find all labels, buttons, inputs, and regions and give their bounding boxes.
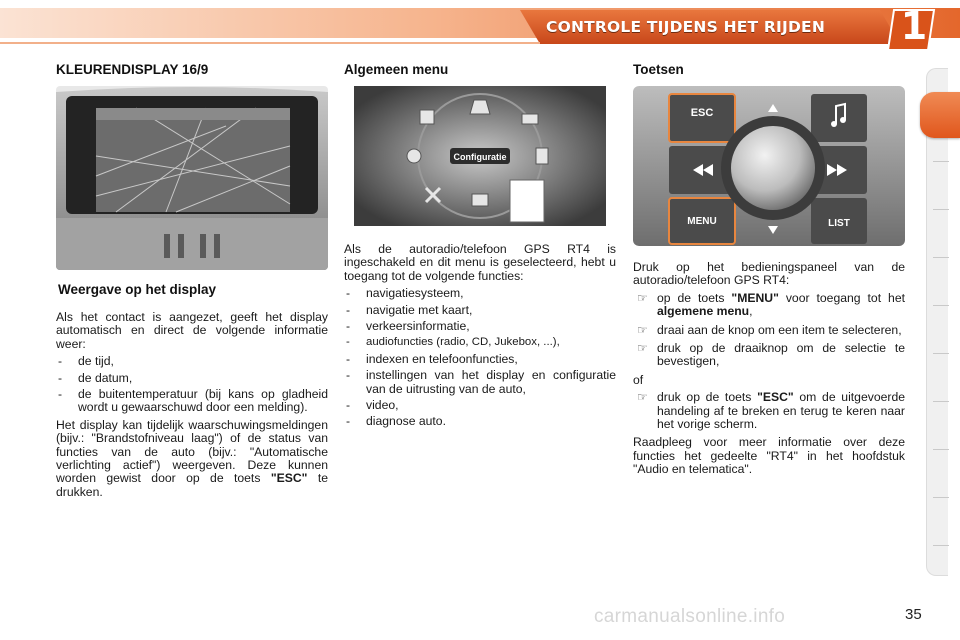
column-display: [56, 60, 328, 503]
tab-divider: [933, 353, 949, 354]
list-item: - indexen en telefoonfuncties,: [344, 353, 616, 366]
menu-photo: [354, 86, 606, 226]
pointing-hand-icon: ☞: [637, 322, 648, 337]
list-item: ☞ draai aan de knop om een item te selecteren,: [637, 322, 902, 337]
tab-divider: [933, 449, 949, 450]
keypad-photo: [633, 86, 905, 246]
menu-function-list: [344, 287, 616, 429]
tab-divider: [933, 209, 949, 210]
list-item: - diagnose auto.: [344, 415, 616, 428]
list-item: - de datum,: [56, 372, 328, 385]
tab-divider: [933, 401, 949, 402]
list-item: - verkeersinformatie,: [344, 320, 616, 333]
list-item: - instellingen van het display en configuratie van de uitrusting van de auto,: [344, 369, 616, 396]
display-outro: Het display kan tijdelijk waarschuwingsmeldingen (bijv.: "Brandstofniveau laag") of de status van functies van de auto (bijv.: "Automatische verlichting actief") weergeven. Deze kunnen worden gewist door op de toets "ESC" te drukken.: [56, 417, 328, 499]
pointing-hand-icon: ☞: [637, 390, 648, 405]
chapter-tab-active[interactable]: [920, 92, 960, 138]
monitor-icon: [472, 194, 488, 206]
tab-divider: [933, 545, 949, 546]
compass-icon: [407, 149, 421, 163]
list-item: ☞ druk op de toets "ESC" om de uitgevoerde handeling af te breken en terug te keren naar het vorige scherm.: [637, 390, 905, 432]
section-heading: Toetsen: [633, 62, 684, 77]
watermark: carmanualsonline.info: [594, 606, 786, 627]
tab-divider: [933, 161, 949, 162]
keys-outro: Raadpleeg voor meer informatie over deze functies het gedeelte "RT4" in het hoofdstuk "Audio en telematica".: [633, 435, 905, 477]
column-keys: [633, 60, 905, 481]
tab-divider: [933, 305, 949, 306]
or-label: of: [633, 372, 644, 387]
esc-key: ESC: [690, 107, 714, 119]
page-number: 35: [905, 606, 922, 623]
keys-step-list: [633, 292, 905, 369]
list-item: - navigatie met kaart,: [344, 304, 616, 317]
column-menu: [344, 60, 616, 433]
list-item: - audiofuncties (radio, CD, Jukebox, ...),: [344, 336, 616, 349]
pointing-hand-icon: ☞: [637, 341, 648, 356]
list-item: ☞ druk op de draaiknop om de selectie te bevestigen,: [637, 341, 905, 369]
list-item: - video,: [344, 399, 616, 412]
book-icon: [420, 110, 434, 124]
list-item: ☞ op de toets "MENU" voor toegang tot het algemene menu,: [637, 290, 905, 319]
car-icon: [522, 114, 538, 124]
section-heading: KLEURENDISPLAY 16/9: [56, 62, 209, 77]
keys-intro: Druk op het bedieningspaneel van de autoradio/telefoon GPS RT4:: [633, 260, 905, 288]
esc-key-label: "ESC": [270, 471, 308, 486]
chapter-number: 1: [900, 4, 928, 48]
keys-step-list-alt: [633, 391, 905, 431]
page-title: CONTROLE TIJDENS HET RIJDEN: [546, 18, 825, 36]
pointing-hand-icon: ☞: [637, 290, 648, 305]
section-subheading: Weergave op het display: [58, 282, 217, 297]
menu-center-label: Configuratie: [453, 152, 507, 162]
list-key: LIST: [828, 218, 850, 229]
warning-icon: [470, 100, 490, 114]
list-item: - de tijd,: [56, 355, 328, 368]
display-info-list: [56, 355, 328, 415]
section-heading: Algemeen menu: [344, 62, 449, 77]
chapter-tab-strip: [926, 68, 948, 576]
config-icon: [510, 180, 544, 222]
display-photo: [56, 86, 328, 270]
menu-key: MENU: [687, 216, 717, 227]
menu-intro: Als de autoradio/telefoon GPS RT4 is ingeschakeld en dit menu is geselecteerd, hebt u toegang tot de volgende functies:: [344, 242, 616, 283]
phone-icon: [536, 148, 548, 164]
display-intro: Als het contact is aangezet, geeft het display automatisch en direct de volgende informatie weer:: [56, 310, 328, 351]
header-band: [0, 0, 960, 50]
list-item: - navigatiesysteem,: [344, 287, 616, 300]
tab-divider: [933, 257, 949, 258]
tab-divider: [933, 497, 949, 498]
list-item: - de buitentemperatuur (bij kans op gladheid wordt u gewaarschuwd door een melding).: [56, 388, 328, 415]
